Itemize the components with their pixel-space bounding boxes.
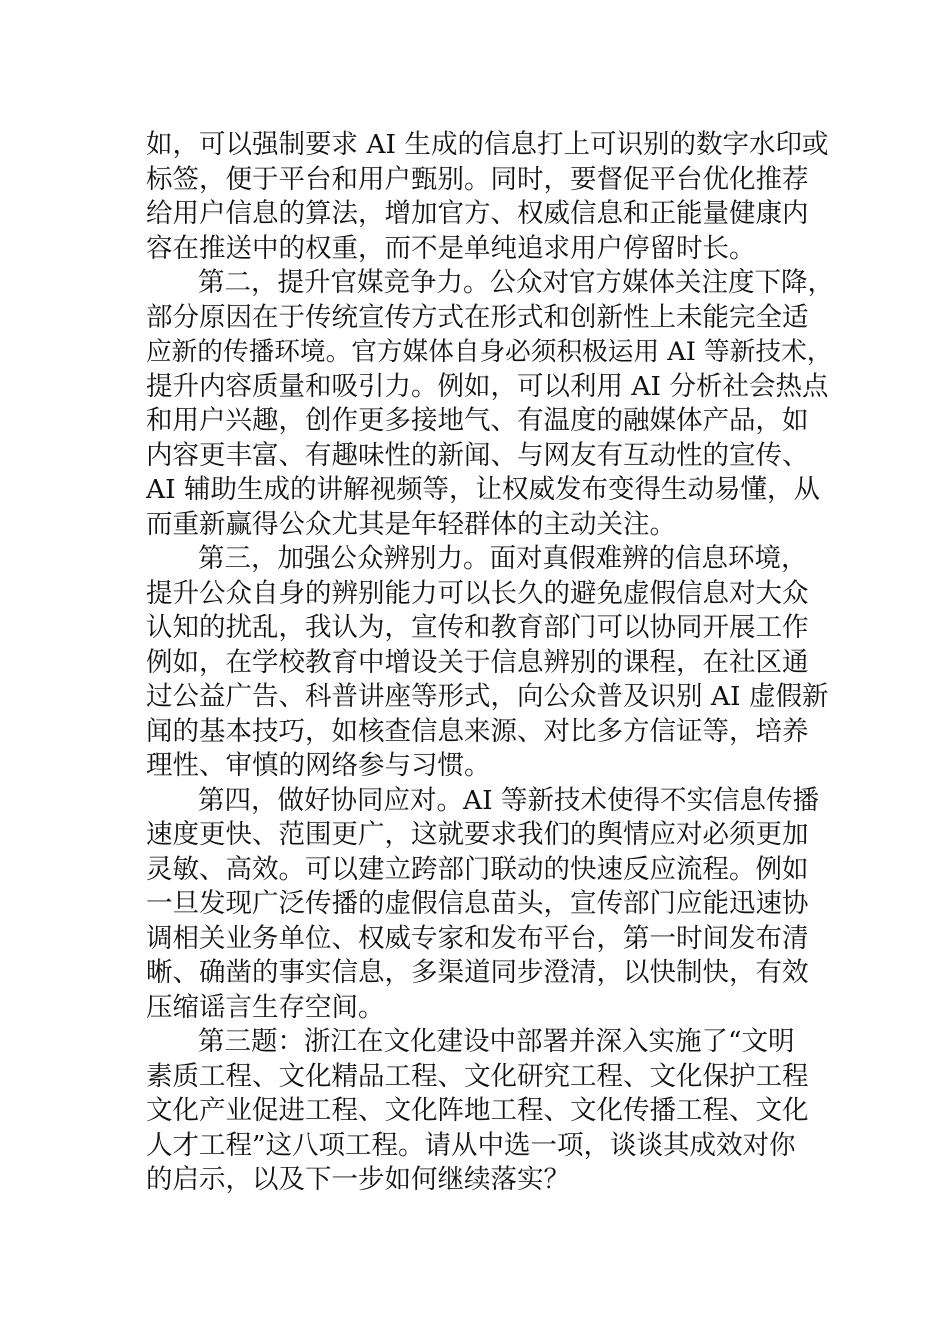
text-line: 过公益广告、科普讲座等形式，向公众普及识别 AI 虚假新 — [146, 681, 829, 712]
text-line: 内容更丰富、有趣味性的新闻、与网友有互动性的宣传、 — [146, 439, 809, 471]
text-line: 部分原因在于传统宣传方式在形式和创新性上未能完全适 — [146, 301, 809, 333]
text-line: 灵敏、高效。可以建立跨部门联动的快速反应流程。例如 — [146, 853, 809, 885]
text-line: 人才工程”这八项工程。请从中选一项，谈谈其成效对你 — [146, 1129, 796, 1161]
text-line: 素质工程、文化精品工程、文化研究工程、文化保护工程 — [146, 1060, 809, 1092]
text-line: 容在推送中的权重，而不是单纯追求用户停留时长。 — [146, 232, 756, 264]
text-line: 晰、确凿的事实信息，多渠道同步澄清，以快制快，有效 — [146, 957, 809, 988]
text-line: 速度更快、范围更广，这就要求我们的舆情应对必须更加 — [146, 819, 809, 850]
document-body — [146, 128, 836, 1198]
text-line: 文化产业促进工程、文化阵地工程、文化传播工程、文化 — [146, 1095, 809, 1126]
text-line: 压缩谣言生存空间。 — [146, 991, 385, 1023]
text-line: 认知的扰乱，我认为，宣传和教育部门可以协同开展工作 — [146, 612, 809, 643]
text-line: 提升公众自身的辨别能力可以长久的避免虚假信息对大众 — [146, 577, 809, 609]
text-line: 理性、审慎的网络参与习惯。 — [146, 750, 491, 781]
text-line: AI 辅助生成的讲解视频等，让权威发布变得生动易懂，从 — [146, 474, 821, 505]
text-line: 而重新赢得公众尤其是年轻群体的主动关注。 — [146, 508, 676, 540]
text-line: 一旦发现广泛传播的虚假信息苗头，宣传部门应能迅速协 — [146, 888, 809, 919]
paragraph-start-line: 第二，提升官媒竞争力。公众对官方媒体关注度下降， — [198, 267, 834, 298]
paragraph-start-line: 第三，加强公众辨别力。面对真假难辨的信息环境， — [198, 543, 808, 574]
text-line: 给用户信息的算法，增加官方、权威信息和正能量健康内 — [146, 198, 809, 229]
paragraph-start-line: 第四，做好协同应对。AI 等新技术使得不实信息传播 — [198, 784, 820, 816]
text-line: 标签，便于平台和用户甄别。同时，要督促平台优化推荐 — [146, 163, 809, 195]
text-line: 例如，在学校教育中增设关于信息辨别的课程，在社区通 — [146, 646, 809, 678]
text-line: 如，可以强制要求 AI 生成的信息打上可识别的数字水印或 — [146, 129, 829, 160]
text-line: 调相关业务单位、权威专家和发布平台，第一时间发布清 — [146, 922, 809, 954]
text-line: 的启示，以及下一步如何继续落实？ — [146, 1164, 570, 1195]
text-line: 提升内容质量和吸引力。例如，可以利用 AI 分析社会热点 — [146, 370, 829, 402]
text-line: 和用户兴趣，创作更多接地气、有温度的融媒体产品，如 — [146, 405, 809, 436]
text-line: 闻的基本技巧，如核查信息来源、对比多方信证等，培养 — [146, 715, 809, 747]
question-heading-line: 第三题：浙江在文化建设中部署并深入实施了“文明 — [198, 1026, 795, 1057]
text-line: 应新的传播环境。官方媒体自身必须积极运用 AI 等新技术， — [146, 337, 833, 367]
